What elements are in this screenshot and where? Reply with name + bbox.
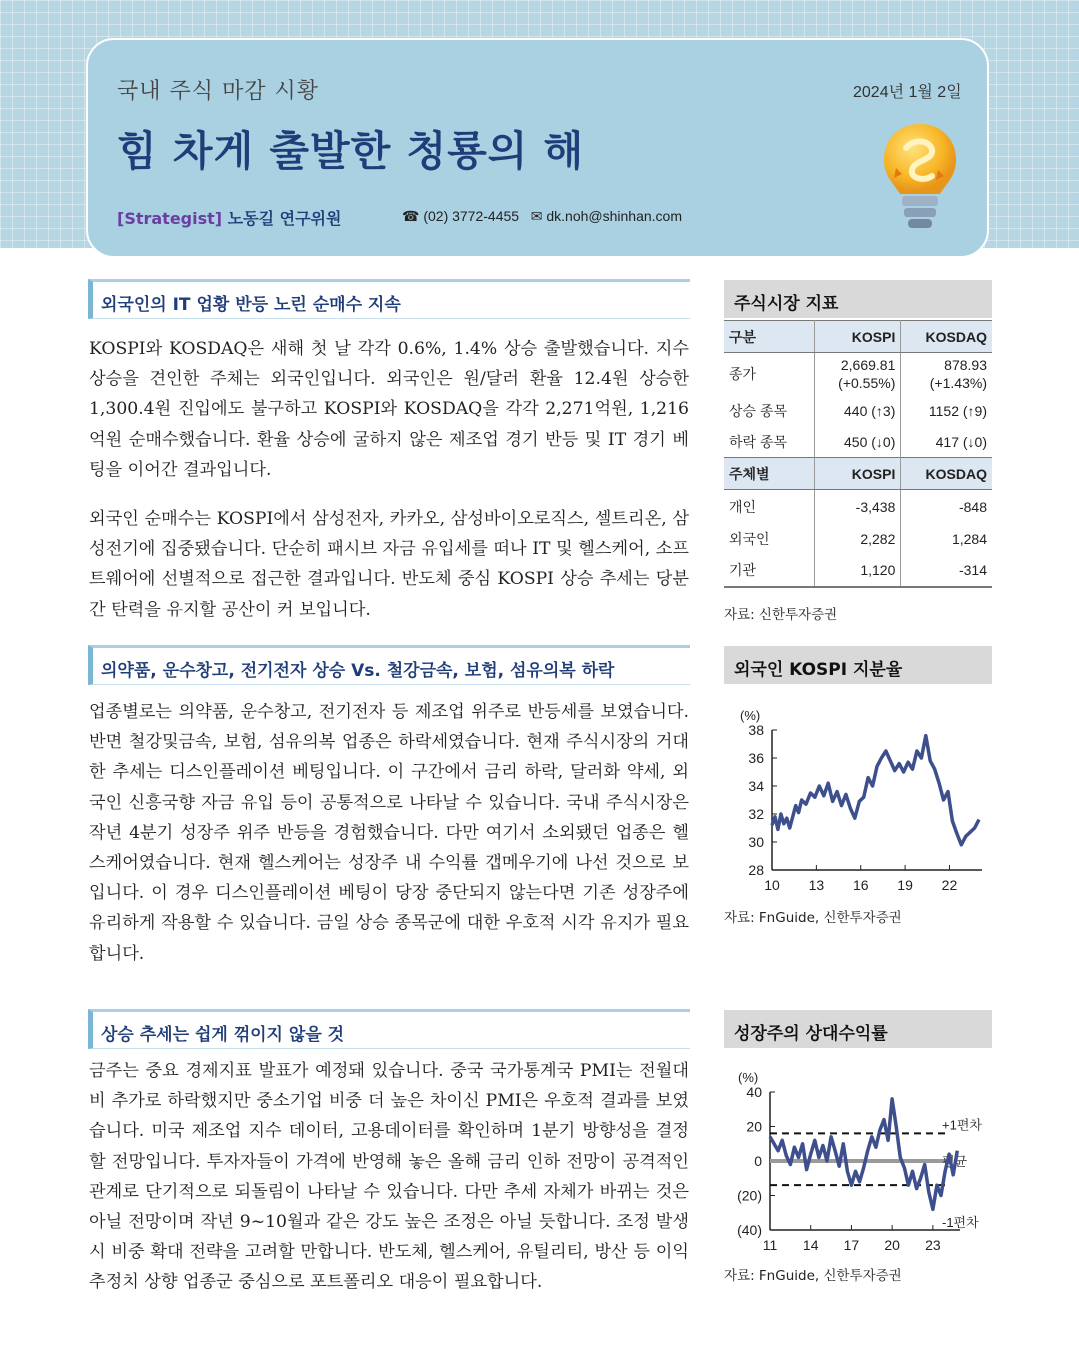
row-label: 종가 — [724, 353, 815, 396]
kosdaq-change: (+1.43%) — [929, 375, 987, 391]
row-label: 기관 — [724, 555, 815, 587]
paragraph-foreign-buying-2: 외국인 순매수는 KOSPI에서 삼성전자, 카카오, 삼성바이오로직스, 셀트리온, 삼성전기에 집중됐습니다. 단순히 패시브 자금 유입세를 떠나 IT 및 헬스케어, 소프트웨어에 선별적으로 접근한 결과입니다. 반도체 중심 KOSPI 상승 추세는 당분간 탄력을 유지할 공산이 커 보입니다. — [89, 509, 689, 620]
reference-line-label: 평균 — [942, 1154, 968, 1169]
y-tick-label: 20 — [746, 1118, 762, 1135]
x-tick-label: 14 — [802, 1237, 819, 1253]
author — [117, 206, 341, 229]
table-cell: 440 (↑3) — [815, 395, 901, 426]
kospi-change: (+0.55%) — [838, 375, 896, 391]
table-row — [724, 555, 992, 587]
paragraph-sector-moves: 업종별로는 의약품, 운수창고, 전기전자 등 제조업 위주로 반등세를 보였습니다. 반면 철강및금속, 보험, 섬유의복 업종은 하락세였습니다. 현재 주식시장의 거대한 추세는 디스인플레이션 베팅입니다. 이 구간에서 금리 하락, 달러화 약세, 외국인 신흥국향 자금 유입 등이 공통적으로 나타날 수 있습니다. 국내 주식시장은 작년 4분기 성장주 위주 반등을 경험했습니다. 다만 여기서 소외됐던 업종은 헬스케어였습니다. 현재 헬스케어는 성장주 내 수익률 갭메우기에 나선 것으로 보입니다. 이 경우 디스인플레이션 베팅이 당장 중단되지 않는다면 기존 성장주에 유리하게 작용할 수 있습니다. 금일 상승 종목군에 대한 우호적 시각 유지가 필요합니다. — [89, 702, 689, 964]
x-tick-label: 23 — [925, 1237, 941, 1253]
table-cell — [901, 353, 992, 396]
table-header-cell: 구분 — [724, 321, 815, 353]
market-indicator-table — [724, 320, 992, 588]
market-table-title: 주식시장 지표 — [724, 280, 992, 318]
x-tick-label: 17 — [843, 1237, 860, 1253]
y-tick-label: (20) — [737, 1187, 762, 1204]
table-row — [724, 490, 992, 524]
row-label: 개인 — [724, 490, 815, 524]
table-cell: 1,120 — [815, 555, 901, 587]
lightbulb-logo-icon — [880, 120, 960, 235]
table-cell: 417 (↓0) — [935, 433, 987, 450]
y-axis-unit-label: (%) — [738, 1070, 759, 1085]
reference-line-label: +1편차 — [942, 1117, 982, 1133]
y-tick-label: 34 — [748, 778, 764, 794]
foreign-ownership-chart — [724, 696, 992, 902]
growth-relative-return-chart — [724, 1060, 992, 1260]
report-title: 힘 차게 출발한 청룡의 해 — [117, 127, 585, 175]
row-label: 하락 종목 — [724, 426, 815, 458]
section-heading-sector-moves: 의약품, 운수창고, 전기전자 상승 Vs. 철강금속, 보험, 섬유의복 하락 — [88, 645, 690, 685]
paragraph-foreign-buying-1: KOSPI와 KOSDAQ은 새해 첫 날 각각 0.6%, 1.4% 상승 출발했습니다. 지수 상승을 견인한 주체는 외국인입니다. 외국인은 원/달러 환율 12.4원 상승한 1,300.4원 진입에도 불구하고 KOSPI와 KOSDAQ을 각각 2,271억원, 1,216억원 순매수했습니다. 환율 상승에 굴하지 않은 제조업 경기 반등 및 IT 경기 베팅을 이어간 결과입니다. — [89, 339, 689, 480]
table-header-row — [724, 321, 992, 353]
series-line — [770, 1099, 957, 1209]
y-tick-label: 36 — [748, 750, 764, 766]
y-tick-label: (40) — [737, 1222, 762, 1238]
chart2-title: 성장주의 상대수익률 — [724, 1010, 992, 1048]
phone-number: ☎ (02) 3772-4455 — [402, 208, 520, 224]
table-cell: -3,438 — [815, 490, 901, 524]
kospi-close: 2,669.81 — [840, 357, 896, 373]
table-cell: -314 — [901, 555, 992, 587]
table-cell — [815, 353, 901, 396]
chart1-source: 자료: FnGuide, 신한투자증권 — [724, 910, 902, 926]
table-row — [724, 353, 992, 396]
table-header-cell: KOSPI — [815, 321, 901, 353]
author-contact — [402, 208, 682, 225]
reference-line-label: -1편차 — [942, 1215, 979, 1231]
series-line — [772, 736, 979, 845]
table-cell: 2,282 — [815, 524, 901, 555]
email-address[interactable]: ✉ dk.noh@shinhan.com — [530, 208, 682, 224]
kosdaq-close: 878.93 — [944, 357, 987, 373]
x-tick-label: 13 — [808, 877, 825, 893]
paragraph-uptrend: 금주는 중요 경제지표 발표가 예정돼 있습니다. 중국 국가통계국 PMI는 전월대비 추가로 하락했지만 중소기업 비중 더 높은 차이신 PMI은 우호적 결과를 보였습니다. 미국 제조업 지수 데이터, 고용데이터를 확인하며 1분기 방향성을 결정할 전망입니다. 투자자들이 가격에 반영해 놓은 올해 금리 인하 전망이 공격적인 관계로 단기적으로 되돌림이 나타날 수 있습니다. 다만 추세 자체가 바뀌는 것은 아닐 전망이며 작년 9~10월과 같은 강도 높은 조정은 아닐 듯합니다. 조정 발생 시 비중 확대 전략을 고려할 만합니다. 반도체, 헬스케어, 유틸리티, 방산 등 이익 추정치 상향 업종군 중심으로 포트폴리오 대응이 필요합니다. — [89, 1061, 689, 1293]
y-tick-label: 28 — [748, 862, 764, 878]
table-cell: 1152 (↑9) — [928, 402, 987, 419]
y-tick-label: 40 — [746, 1084, 762, 1100]
y-tick-label: 38 — [748, 722, 764, 738]
author-tag: [Strategist] — [117, 209, 223, 228]
table-row — [724, 395, 992, 426]
row-label: 상승 종목 — [724, 395, 815, 426]
x-tick-label: 22 — [941, 877, 958, 893]
y-tick-label: 32 — [748, 806, 764, 822]
chart2-source: 자료: FnGuide, 신한투자증권 — [724, 1268, 902, 1284]
table-header-cell: KOSPI — [815, 458, 901, 490]
x-tick-label: 11 — [762, 1237, 778, 1253]
x-tick-label: 10 — [764, 877, 780, 893]
y-tick-label: 30 — [748, 834, 764, 850]
y-axis-unit-label: (%) — [740, 708, 761, 723]
table-header-cell: 주체별 — [724, 458, 815, 490]
x-tick-label: 20 — [884, 1237, 900, 1253]
table-cell: 450 (↓0) — [815, 426, 901, 458]
chart1-title: 외국인 KOSPI 지분율 — [724, 646, 992, 684]
x-tick-label: 19 — [897, 877, 913, 893]
table-cell: -848 — [958, 498, 987, 515]
report-date: 2024년 1월 2일 — [853, 84, 962, 101]
table-row — [724, 426, 992, 458]
report-category: 국내 주식 마감 시황 — [117, 79, 319, 104]
table-header-cell: KOSDAQ — [901, 321, 992, 353]
section-heading-uptrend: 상승 추세는 쉽게 꺾이지 않을 것 — [88, 1009, 690, 1049]
table-header-row — [724, 458, 992, 490]
section-heading-foreign-buying: 외국인의 IT 업황 반등 노린 순매수 지속 — [88, 279, 690, 319]
market-table-source: 자료: 신한투자증권 — [724, 607, 838, 623]
author-name: 노동길 연구위원 — [227, 209, 342, 228]
row-label: 외국인 — [724, 524, 815, 555]
y-tick-label: 0 — [754, 1153, 762, 1169]
x-tick-label: 16 — [852, 877, 869, 893]
table-cell: 1,284 — [951, 531, 987, 547]
table-header-cell: KOSDAQ — [901, 458, 992, 490]
table-row — [724, 524, 992, 555]
